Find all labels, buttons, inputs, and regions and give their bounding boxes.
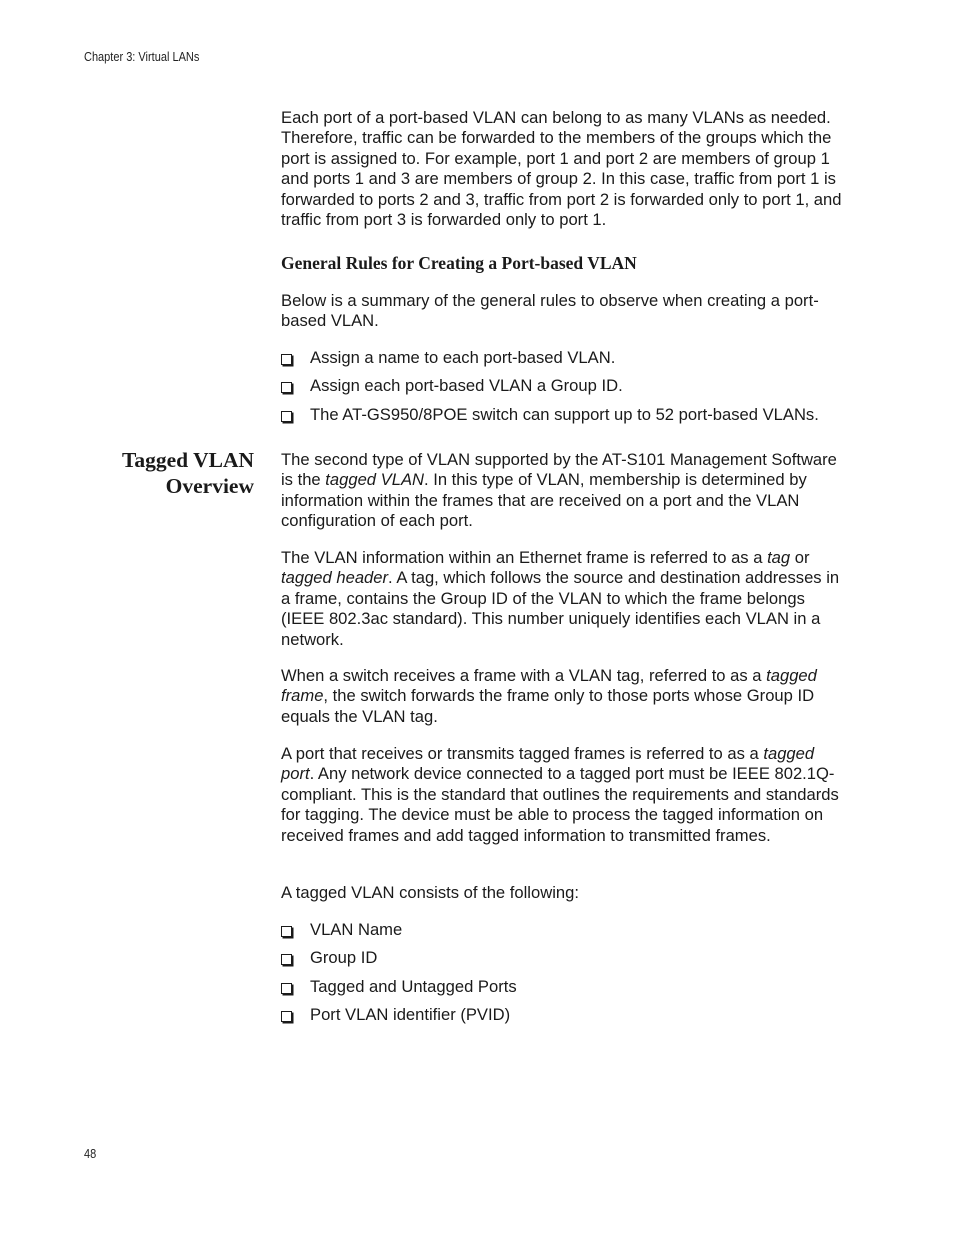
text-run: When a switch receives a frame with a VLAN tag, referred to as a [281, 666, 767, 685]
italic-term: tagged frame [281, 666, 817, 706]
italic-term: tagged port [281, 744, 815, 784]
list-item-text: Assign a name to each port-based VLAN. [310, 348, 616, 367]
section-heading-line: Tagged VLAN [121, 448, 254, 472]
components-list [281, 920, 517, 1033]
list-item-text: The AT-GS950/8POE switch can support up to 52 port-based VLANs. [310, 404, 819, 424]
list-item [281, 348, 819, 376]
list-item [281, 405, 819, 433]
list-item-text: Tagged and Untagged Ports [310, 976, 517, 996]
checkbox-bullet-icon [281, 954, 292, 965]
checkbox-bullet-icon [281, 382, 292, 393]
intro-paragraph: Each port of a port-based VLAN can belong to as many VLANs as needed. Therefore, traffic can be forwarded to the members of the groups which the port is assigned to. For example, port 1 and port 2 are members of group 1 and ports 1 and 3 are members of group 2. In this case, traffic from port 1 is forwarded to ports 2 and 3, traffic from port 2 is forwarded only to port 1, and traffic from port 3 is forwarded only to port 1. [281, 108, 842, 230]
list-item [281, 920, 517, 948]
italic-term: tagged header [281, 568, 389, 588]
section-heading-tagged-vlan-overview [90, 447, 254, 499]
list-item-text: VLAN Name [310, 920, 403, 939]
checkbox-bullet-icon [281, 354, 292, 365]
italic-term: tag [767, 548, 791, 567]
list-item [281, 376, 819, 404]
tagged-vlan-paragraph-2 [281, 548, 843, 650]
checkbox-bullet-icon [281, 411, 292, 422]
list-item-text: Group ID [310, 948, 378, 968]
tagged-vlan-paragraph-4 [281, 744, 843, 846]
rules-intro-paragraph: Below is a summary of the general rules to observe when creating a port-based VLAN. [281, 291, 819, 331]
section-heading-line: Overview [165, 474, 254, 498]
rules-list [281, 348, 819, 433]
running-head: Chapter 3: Virtual LANs [84, 50, 200, 64]
checkbox-bullet-icon [281, 926, 292, 937]
italic-term: tagged VLAN [325, 470, 424, 490]
list-item [281, 1005, 517, 1033]
list-item [281, 948, 517, 976]
text-run: A port that receives or transmits tagged frames is referred to as a [281, 744, 764, 763]
list-item-text: Port VLAN identifier (PVID) [310, 1004, 511, 1024]
text-run: or [790, 548, 810, 567]
tagged-vlan-paragraph-1 [281, 450, 843, 532]
checkbox-bullet-icon [281, 983, 292, 994]
text-run: , the switch forwards the frame only to those ports whose Group ID equals the VLAN tag. [281, 686, 815, 726]
tagged-vlan-paragraph-3 [281, 666, 843, 727]
page-number: 48 [84, 1147, 97, 1161]
components-intro-paragraph: A tagged VLAN consists of the following: [281, 883, 579, 902]
text-run: . In this type of VLAN, membership is determined by information within the frames that are received on a port and the VLAN configuration of each port. [281, 470, 807, 531]
list-item [281, 977, 517, 1005]
text-run: The VLAN information within an Ethernet frame is referred to as a [281, 548, 768, 567]
checkbox-bullet-icon [281, 1011, 292, 1022]
list-item-text: Assign each port-based VLAN a Group ID. [310, 376, 623, 396]
text-run: The second type of VLAN supported by the AT-S101 Management Software is the [281, 450, 837, 490]
subheading-general-rules: General Rules for Creating a Port-based VLAN [281, 253, 637, 273]
text-run: . A tag, which follows the source and destination addresses in a frame, contains the Group ID of the VLAN to which the frame belongs (IEEE 802.3ac standard). This number uniquely identifies each VLAN in a network. [281, 568, 840, 649]
text-run: . Any network device connected to a tagged port must be IEEE 802.1Q-compliant. This is the standard that outlines the requirements and standards for tagging. The device must be able to process the tagged information on received frames and add tagged information to transmitted frames. [281, 764, 839, 845]
